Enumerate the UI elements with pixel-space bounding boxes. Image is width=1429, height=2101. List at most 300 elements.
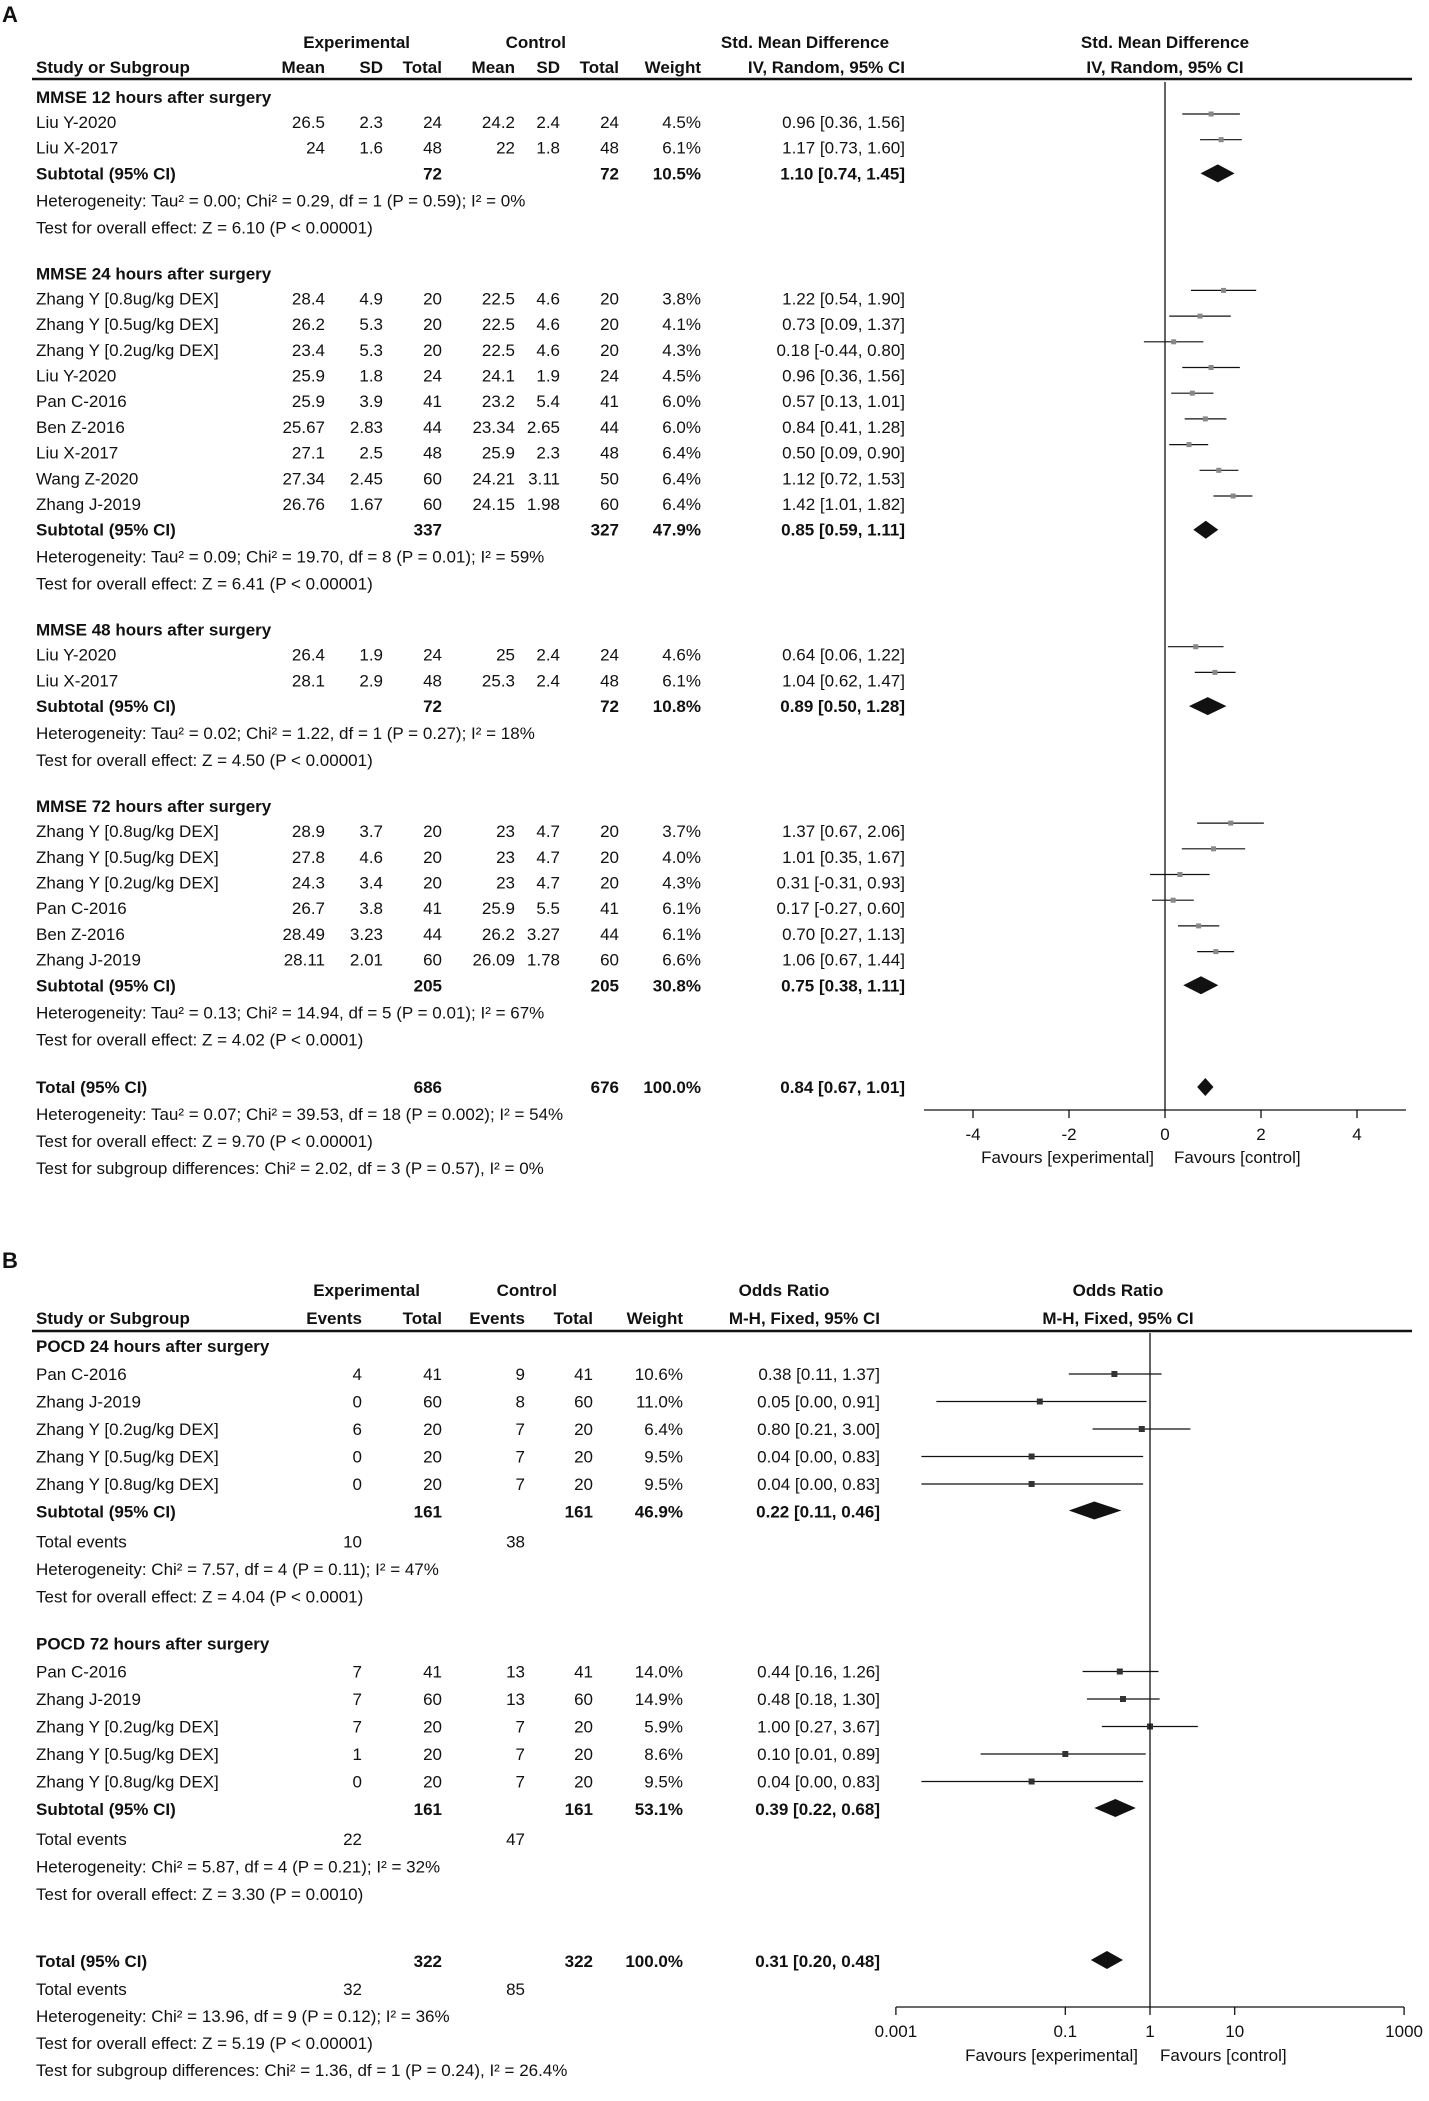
study-name: Ben Z-2016 (36, 924, 125, 944)
subtotal-label: Subtotal (95% CI) (36, 697, 176, 717)
cell-control-mean: 24.1 (481, 366, 515, 386)
cell-total: 20 (423, 822, 442, 842)
cell-weight: 6.4% (662, 443, 701, 463)
col-sub-weight: Weight (626, 1309, 683, 1328)
cell-control-events: 7 (515, 1447, 525, 1467)
cell-control-sd: 3.27 (526, 924, 560, 944)
cell-sd: 1.9 (359, 645, 383, 665)
cell-control-events: 13 (506, 1690, 525, 1709)
overall-effect-text: Test for overall effect: Z = 4.50 (P < 0.00001) (36, 751, 373, 771)
point-estimate (1211, 846, 1216, 851)
point-estimate (1139, 1426, 1145, 1432)
cell-control-sd: 1.98 (526, 495, 560, 514)
cell-control-mean: 22 (496, 138, 515, 158)
cell-ci: 0.05 [0.00, 0.91] (757, 1392, 880, 1412)
x-tick-label: 2 (1256, 1125, 1266, 1144)
cell-total: 20 (423, 1475, 442, 1494)
x-tick-label: 10 (1225, 2022, 1245, 2041)
cell-mean: 27.34 (282, 469, 325, 489)
cell-sd: 1.6 (359, 138, 383, 158)
study-name: Ben Z-2016 (36, 417, 125, 437)
cell-total: 44 (423, 924, 442, 944)
study-name: Liu X-2017 (36, 443, 119, 463)
cell-control-mean: 22.5 (481, 340, 515, 360)
x-tick-label: 0.001 (874, 2022, 918, 2041)
subtotal-diamond (1094, 1799, 1136, 1817)
cell-sd: 3.9 (359, 392, 383, 412)
cell-weight: 6.1% (662, 899, 701, 919)
overall-effect-text: Test for overall effect: Z = 3.30 (P = 0.0010) (36, 1885, 364, 1904)
point-estimate (1209, 365, 1214, 370)
overall-effect-text: Test for overall effect: Z = 6.10 (P < 0.00001) (36, 218, 373, 238)
subtotal-weight: 46.9% (634, 1502, 683, 1522)
cell-weight: 4.5% (662, 113, 701, 132)
subtotal-control-total: 72 (600, 164, 619, 184)
cell-control-events: 7 (515, 1420, 525, 1439)
cell-control-total: 20 (600, 315, 619, 335)
cell-sd: 2.5 (359, 443, 383, 463)
subtotal-control-total: 161 (564, 1800, 593, 1819)
cell-weight: 3.8% (662, 289, 701, 309)
cell-control-total: 48 (600, 443, 619, 463)
favours-right-label: Favours [control] (1174, 1148, 1301, 1167)
cell-ci: 0.17 [-0.27, 0.60] (776, 899, 905, 919)
total-diamond (1091, 1951, 1123, 1969)
total-events-control: 47 (506, 1830, 525, 1849)
study-name: Liu Y-2020 (36, 113, 117, 132)
cell-weight: 6.6% (662, 950, 701, 970)
col-sub-effect: M-H, Fixed, 95% CI (728, 1309, 880, 1328)
cell-total: 24 (423, 113, 442, 132)
study-name: Liu Y-2020 (36, 366, 117, 386)
col-sub-plot: IV, Random, 95% CI (1086, 58, 1244, 77)
subgroup-name: MMSE 24 hours after surgery (36, 264, 272, 284)
cell-events: 7 (352, 1717, 362, 1737)
x-tick-label: 1000 (1385, 2022, 1424, 2041)
study-name: Zhang Y [0.8ug/kg DEX] (36, 822, 219, 842)
point-estimate (1213, 949, 1218, 954)
cell-total: 20 (423, 873, 442, 893)
col-sub-weight: Weight (644, 58, 701, 77)
subtotal-weight: 47.9% (652, 520, 701, 540)
study-name: Zhang Y [0.5ug/kg DEX] (36, 315, 219, 335)
cell-total: 24 (423, 645, 442, 665)
subtotal-total: 337 (413, 520, 442, 540)
point-estimate (1177, 872, 1182, 877)
point-estimate (1187, 442, 1192, 447)
cell-events: 0 (352, 1772, 362, 1792)
total-events-label: Total events (36, 1830, 127, 1849)
cell-control-total: 48 (600, 138, 619, 158)
cell-control-total: 20 (600, 873, 619, 893)
cell-control-total: 50 (600, 469, 619, 489)
subtotal-ci: 0.22 [0.11, 0.46] (756, 1502, 880, 1522)
cell-control-sd: 1.8 (536, 138, 560, 158)
cell-ci: 0.10 [0.01, 0.89] (757, 1745, 880, 1764)
cell-sd: 3.23 (349, 924, 383, 944)
cell-control-mean: 22.5 (481, 289, 515, 309)
cell-weight: 9.5% (644, 1772, 683, 1792)
cell-mean: 26.5 (291, 113, 325, 132)
subtotal-ci: 0.75 [0.38, 1.11] (781, 976, 905, 996)
cell-control-mean: 25.9 (481, 899, 515, 919)
subtotal-control-total: 161 (564, 1502, 593, 1522)
cell-sd: 3.8 (359, 899, 383, 919)
cell-mean: 26.76 (282, 495, 325, 514)
cell-control-mean: 25.9 (481, 443, 515, 463)
cell-control-total: 20 (574, 1447, 593, 1467)
cell-sd: 5.3 (359, 340, 383, 360)
cell-ci: 1.01 [0.35, 1.67] (782, 847, 905, 867)
col-sub-events: Events (306, 1309, 362, 1328)
cell-control-total: 20 (600, 289, 619, 309)
total-events-label: Total events (36, 1980, 127, 1999)
subgroup-name: POCD 24 hours after surgery (36, 1337, 270, 1356)
footer-text: Heterogeneity: Chi² = 13.96, df = 9 (P = 0.12); I² = 36% (36, 2007, 450, 2026)
subtotal-control-total: 327 (590, 520, 619, 540)
favours-right-label: Favours [control] (1160, 2046, 1287, 2065)
col-sub-total: Total (402, 58, 442, 77)
cell-total: 20 (423, 847, 442, 867)
heterogeneity-text: Heterogeneity: Tau² = 0.00; Chi² = 0.29, df = 1 (P = 0.59); I² = 0% (36, 191, 526, 211)
cell-control-sd: 5.4 (536, 392, 560, 412)
study-name: Zhang J-2019 (36, 495, 141, 514)
subtotal-label: Subtotal (95% CI) (36, 164, 176, 184)
cell-ci: 0.44 [0.16, 1.26] (757, 1662, 880, 1682)
x-tick-label: 4 (1352, 1125, 1362, 1144)
cell-weight: 6.4% (662, 469, 701, 489)
study-name: Pan C-2016 (36, 899, 127, 919)
point-estimate (1228, 821, 1233, 826)
point-estimate (1029, 1779, 1035, 1785)
total-experimental: 322 (413, 1952, 442, 1971)
subtotal-ci: 0.89 [0.50, 1.28] (780, 697, 905, 717)
point-estimate (1209, 112, 1214, 117)
point-estimate (1029, 1481, 1035, 1487)
total-experimental: 686 (413, 1078, 442, 1097)
total-events-experimental: 22 (343, 1830, 362, 1849)
subtotal-control-total: 72 (600, 697, 619, 717)
cell-mean: 26.4 (291, 645, 325, 665)
cell-control-events: 7 (515, 1772, 525, 1792)
cell-ci: 0.96 [0.36, 1.56] (782, 366, 905, 386)
subtotal-ci: 0.39 [0.22, 0.68] (755, 1800, 880, 1819)
cell-mean: 28.49 (282, 924, 325, 944)
cell-ci: 0.18 [-0.44, 0.80] (776, 340, 905, 360)
point-estimate (1037, 1399, 1043, 1405)
cell-weight: 5.9% (644, 1717, 683, 1737)
cell-control-total: 41 (600, 899, 619, 919)
study-name: Zhang Y [0.8ug/kg DEX] (36, 289, 219, 309)
cell-control-mean: 25.3 (481, 671, 515, 691)
cell-ci: 0.04 [0.00, 0.83] (757, 1772, 880, 1792)
cell-total: 41 (423, 1662, 442, 1682)
cell-ci: 1.22 [0.54, 1.90] (782, 289, 905, 309)
cell-control-sd: 2.4 (536, 113, 560, 132)
cell-ci: 0.50 [0.09, 0.90] (782, 443, 905, 463)
cell-control-sd: 1.9 (536, 366, 560, 386)
point-estimate (1198, 314, 1203, 319)
cell-control-total: 41 (574, 1365, 593, 1384)
subtotal-label: Subtotal (95% CI) (36, 1502, 176, 1522)
cell-control-total: 20 (574, 1420, 593, 1439)
study-name: Zhang Y [0.2ug/kg DEX] (36, 340, 219, 360)
cell-weight: 6.4% (662, 495, 701, 514)
col-sub-study: Study or Subgroup (36, 1309, 190, 1328)
cell-weight: 6.1% (662, 924, 701, 944)
subtotal-weight: 30.8% (652, 976, 701, 996)
favours-left-label: Favours [experimental] (965, 2046, 1138, 2065)
cell-sd: 5.3 (359, 315, 383, 335)
footer-text: Test for subgroup differences: Chi² = 1.36, df = 1 (P = 0.24), I² = 26.4% (36, 2061, 568, 2080)
cell-control-sd: 2.4 (536, 671, 560, 691)
cell-events: 0 (352, 1392, 362, 1412)
cell-events: 0 (352, 1447, 362, 1467)
subtotal-weight: 10.5% (652, 164, 701, 184)
cell-weight: 6.1% (662, 671, 701, 691)
cell-mean: 28.4 (291, 289, 325, 309)
subtotal-label: Subtotal (95% CI) (36, 520, 176, 540)
cell-control-mean: 23 (496, 822, 515, 842)
cell-sd: 4.9 (359, 289, 383, 309)
subgroup-name: MMSE 72 hours after surgery (36, 797, 272, 817)
cell-ci: 1.42 [1.01, 1.82] (782, 495, 905, 514)
cell-weight: 4.3% (662, 340, 701, 360)
col-title-control: Control (496, 1281, 557, 1300)
cell-control-total: 20 (600, 340, 619, 360)
panel-label-a: A (2, 2, 18, 27)
footer-text: Test for overall effect: Z = 9.70 (P < 0.00001) (36, 1132, 373, 1151)
col-sub-mean: Mean (281, 58, 325, 77)
cell-control-total: 24 (600, 113, 619, 132)
total-events-experimental: 32 (343, 1980, 362, 1999)
cell-sd: 2.45 (349, 469, 383, 489)
cell-weight: 6.0% (662, 417, 701, 437)
cell-events: 0 (352, 1475, 362, 1494)
cell-events: 7 (352, 1690, 362, 1709)
cell-weight: 4.6% (662, 645, 701, 665)
total-label: Total (95% CI) (36, 1952, 148, 1971)
cell-mean: 24.3 (291, 873, 325, 893)
cell-weight: 14.0% (634, 1662, 683, 1682)
cell-control-events: 7 (515, 1475, 525, 1494)
point-estimate (1219, 137, 1224, 142)
subgroup-name: MMSE 12 hours after surgery (36, 88, 272, 107)
col-sub-control-sd: SD (536, 58, 560, 77)
cell-total: 20 (423, 340, 442, 360)
cell-sd: 1.8 (359, 366, 383, 386)
point-estimate (1203, 416, 1208, 421)
cell-control-total: 41 (574, 1662, 593, 1682)
cell-events: 4 (352, 1365, 362, 1384)
cell-sd: 3.4 (359, 873, 383, 893)
favours-left-label: Favours [experimental] (981, 1148, 1154, 1167)
cell-weight: 14.9% (634, 1690, 683, 1709)
cell-ci: 1.17 [0.73, 1.60] (782, 138, 905, 158)
overall-effect-text: Test for overall effect: Z = 4.02 (P < 0.0001) (36, 1030, 364, 1050)
cell-control-total: 20 (574, 1717, 593, 1737)
point-estimate (1171, 898, 1176, 903)
cell-control-total: 24 (600, 645, 619, 665)
study-name: Zhang Y [0.8ug/kg DEX] (36, 1772, 219, 1792)
subtotal-total: 72 (423, 697, 442, 717)
cell-mean: 27.1 (291, 443, 325, 463)
cell-control-events: 7 (515, 1717, 525, 1737)
total-ci: 0.84 [0.67, 1.01] (780, 1078, 905, 1097)
cell-control-sd: 4.6 (536, 340, 560, 360)
total-events-experimental: 10 (343, 1532, 362, 1552)
cell-total: 48 (423, 671, 442, 691)
study-name: Liu Y-2020 (36, 645, 117, 665)
cell-control-total: 60 (600, 495, 619, 514)
point-estimate (1117, 1669, 1123, 1675)
cell-control-mean: 24.15 (472, 495, 515, 514)
footer-text: Test for overall effect: Z = 5.19 (P < 0.00001) (36, 2034, 373, 2053)
cell-control-events: 7 (515, 1745, 525, 1764)
cell-mean: 25.9 (291, 366, 325, 386)
panel-label-b: B (2, 1248, 18, 1273)
subgroup-name: MMSE 48 hours after surgery (36, 620, 272, 640)
cell-control-total: 24 (600, 366, 619, 386)
x-tick-label: -4 (965, 1125, 981, 1144)
cell-weight: 8.6% (644, 1745, 683, 1764)
cell-ci: 1.37 [0.67, 2.06] (782, 822, 905, 842)
point-estimate (1029, 1454, 1035, 1460)
cell-control-mean: 23.2 (481, 392, 515, 412)
footer-text: Heterogeneity: Tau² = 0.07; Chi² = 39.53, df = 18 (P = 0.002); I² = 54% (36, 1105, 564, 1124)
cell-mean: 26.2 (291, 315, 325, 335)
cell-sd: 4.6 (359, 847, 383, 867)
cell-control-sd: 4.7 (536, 822, 560, 842)
cell-control-mean: 26.2 (481, 924, 515, 944)
cell-sd: 1.67 (349, 495, 383, 514)
cell-control-mean: 23.34 (472, 417, 515, 437)
x-tick-label: -2 (1061, 1125, 1077, 1144)
cell-total: 60 (423, 950, 442, 970)
cell-weight: 6.4% (644, 1420, 683, 1439)
col-sub-control-total: Total (553, 1309, 593, 1328)
subtotal-total: 161 (413, 1502, 442, 1522)
subtotal-weight: 53.1% (634, 1800, 683, 1819)
cell-control-sd: 2.65 (526, 417, 560, 437)
cell-ci: 0.73 [0.09, 1.37] (782, 315, 905, 335)
total-events-control: 38 (506, 1532, 525, 1552)
cell-control-total: 60 (600, 950, 619, 970)
study-name: Liu X-2017 (36, 138, 119, 158)
cell-sd: 2.83 (349, 417, 383, 437)
cell-ci: 1.06 [0.67, 1.44] (782, 950, 905, 970)
study-name: Zhang Y [0.2ug/kg DEX] (36, 1420, 219, 1439)
col-title-plot: Odds Ratio (1072, 1281, 1164, 1300)
subgroup-name: POCD 72 hours after surgery (36, 1634, 270, 1654)
cell-sd: 2.01 (349, 950, 383, 970)
cell-control-total: 44 (600, 417, 619, 437)
cell-control-mean: 23 (496, 847, 515, 867)
study-name: Zhang J-2019 (36, 950, 141, 970)
point-estimate (1190, 391, 1195, 396)
heterogeneity-text: Heterogeneity: Tau² = 0.02; Chi² = 1.22, df = 1 (P = 0.27); I² = 18% (36, 724, 535, 744)
cell-control-sd: 5.5 (536, 899, 560, 919)
subtotal-diamond (1201, 164, 1235, 182)
total-label: Total (95% CI) (36, 1078, 148, 1097)
study-name: Liu X-2017 (36, 671, 119, 691)
cell-total: 20 (423, 1745, 442, 1764)
cell-mean: 28.1 (291, 671, 325, 691)
x-tick-label: 1 (1145, 2022, 1155, 2041)
total-diamond (1197, 1078, 1213, 1096)
study-name: Zhang Y [0.2ug/kg DEX] (36, 873, 219, 893)
col-title-plot: Std. Mean Difference (1080, 33, 1250, 52)
subtotal-control-total: 205 (590, 976, 619, 996)
cell-control-events: 13 (506, 1662, 525, 1682)
cell-total: 41 (423, 1365, 442, 1384)
study-name: Zhang J-2019 (36, 1392, 141, 1412)
heterogeneity-text: Heterogeneity: Chi² = 7.57, df = 4 (P = 0.11); I² = 47% (36, 1560, 439, 1579)
col-title-experimental: Experimental (313, 1281, 420, 1300)
col-sub-effect: IV, Random, 95% CI (747, 58, 905, 77)
cell-ci: 0.70 [0.27, 1.13] (782, 924, 905, 944)
cell-total: 60 (423, 469, 442, 489)
point-estimate (1193, 644, 1198, 649)
cell-mean: 28.9 (291, 822, 325, 842)
cell-ci: 0.96 [0.36, 1.56] (782, 113, 905, 132)
cell-total: 20 (423, 1717, 442, 1737)
study-name: Zhang J-2019 (36, 1690, 141, 1709)
total-weight: 100.0% (625, 1952, 683, 1971)
cell-mean: 25.9 (291, 392, 325, 412)
study-name: Pan C-2016 (36, 392, 127, 412)
cell-sd: 2.9 (359, 671, 383, 691)
cell-weight: 6.1% (662, 138, 701, 158)
col-sub-plot: M-H, Fixed, 95% CI (1042, 1309, 1194, 1328)
col-title-experimental: Experimental (303, 33, 410, 52)
subtotal-label: Subtotal (95% CI) (36, 1800, 176, 1819)
cell-ci: 1.04 [0.62, 1.47] (782, 671, 905, 691)
point-estimate (1111, 1371, 1117, 1377)
cell-control-sd: 4.6 (536, 315, 560, 335)
cell-ci: 0.84 [0.41, 1.28] (782, 417, 905, 437)
total-weight: 100.0% (643, 1078, 701, 1097)
study-name: Zhang Y [0.5ug/kg DEX] (36, 1745, 219, 1764)
subtotal-diamond (1069, 1502, 1122, 1520)
cell-total: 44 (423, 417, 442, 437)
point-estimate (1231, 494, 1236, 499)
point-estimate (1212, 670, 1217, 675)
subtotal-diamond (1193, 521, 1218, 539)
study-name: Zhang Y [0.5ug/kg DEX] (36, 1447, 219, 1467)
cell-control-total: 60 (574, 1690, 593, 1709)
cell-control-mean: 22.5 (481, 315, 515, 335)
overall-effect-text: Test for overall effect: Z = 6.41 (P < 0.00001) (36, 574, 373, 594)
cell-control-total: 48 (600, 671, 619, 691)
cell-control-events: 8 (515, 1392, 525, 1412)
cell-total: 41 (423, 899, 442, 919)
cell-control-sd: 4.7 (536, 847, 560, 867)
study-name: Wang Z-2020 (36, 469, 139, 489)
cell-total: 41 (423, 392, 442, 412)
cell-mean: 24 (306, 138, 325, 158)
cell-mean: 25.67 (282, 417, 325, 437)
cell-weight: 11.0% (636, 1392, 683, 1412)
col-sub-total: Total (402, 1309, 442, 1328)
cell-sd: 2.3 (359, 113, 383, 132)
col-sub-control-mean: Mean (471, 58, 515, 77)
x-tick-label: 0 (1160, 1125, 1170, 1144)
cell-events: 6 (352, 1420, 362, 1439)
cell-control-mean: 23 (496, 873, 515, 893)
subtotal-ci: 0.85 [0.59, 1.11] (781, 520, 905, 540)
subtotal-total: 205 (413, 976, 442, 996)
